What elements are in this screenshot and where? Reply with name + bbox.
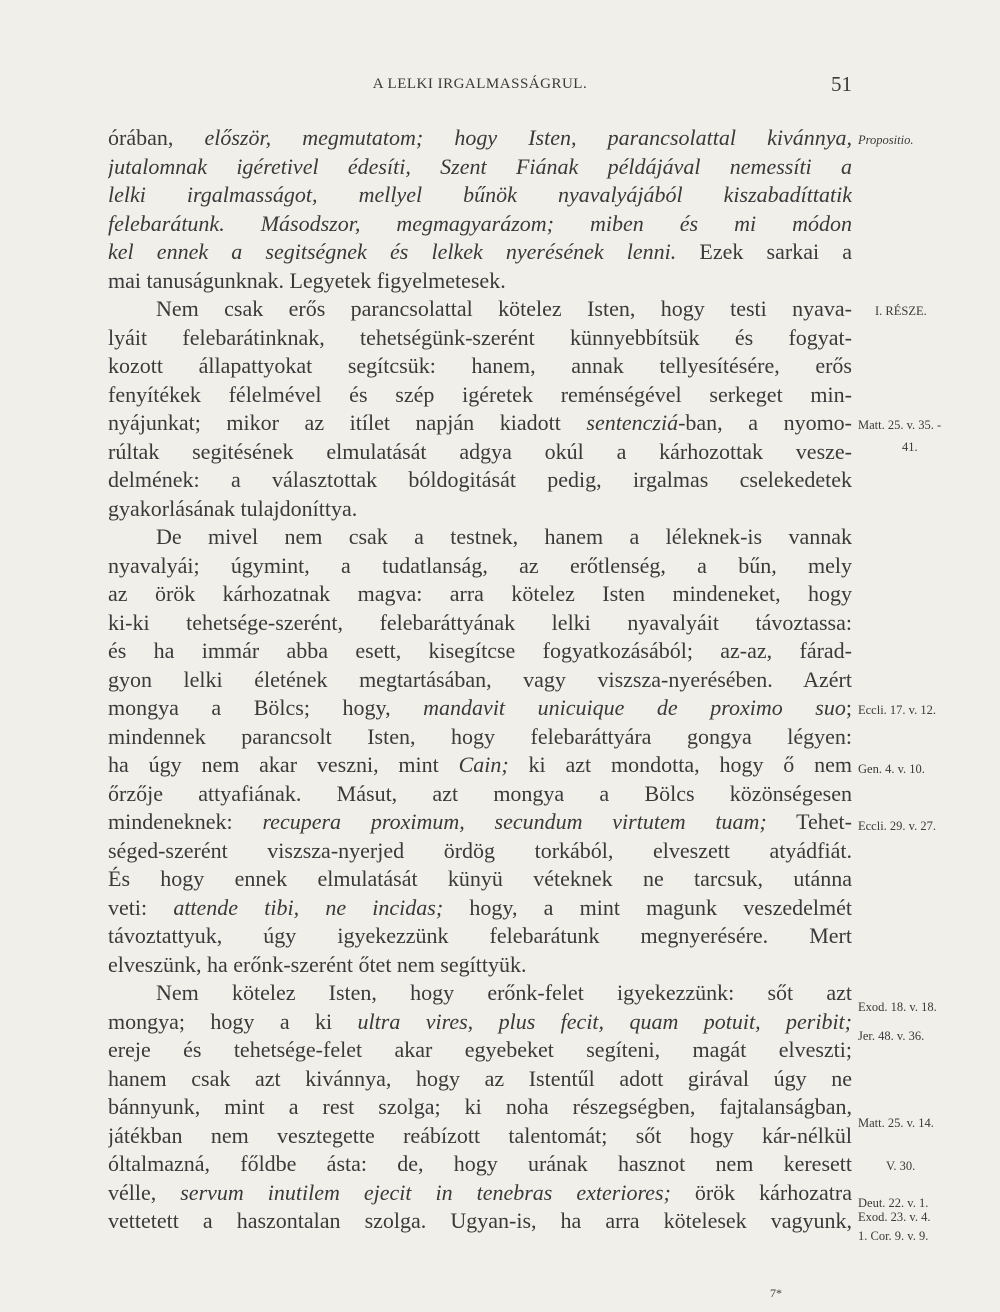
text-line: órában, először, megmutatom; hogy Isten, parancsolattal kivánnya, xyxy=(108,125,852,150)
margin-note: Jer. 48. v. 36. xyxy=(858,1029,925,1043)
margin-note: 1. Cor. 9. v. 9. xyxy=(858,1229,929,1243)
text-line: veti: attende tibi, ne incidas; hogy, a mint magunk veszedelmét xyxy=(108,894,852,920)
signature-mark: 7* xyxy=(770,1286,782,1300)
margin-note: Eccli. 17. v. 12. xyxy=(858,703,936,717)
text-line: játékban nem vesztegette reábízott talentomát; sőt hogy kár-nélkül xyxy=(108,1122,852,1148)
text-line: És hogy ennek elmulatását künyü véteknek ne tarcsuk, utánna xyxy=(108,866,852,891)
text-line: mai tanuságunknak. Legyetek figyelmetesek. xyxy=(108,267,506,293)
margin-note: Eccli. 29. v. 27. xyxy=(858,819,936,833)
text-line: ha úgy nem akar veszni, mint Cain; ki azt mondotta, hogy ő nem xyxy=(108,752,852,777)
running-title: A LELKI IRGALMASSÁGRUL. xyxy=(372,76,588,92)
text-line: vettetett a haszontalan szolga. Ugyan-is, ha arra kötelesek vagyunk, xyxy=(108,1208,852,1233)
margin-note: I. RÉSZE. xyxy=(875,304,927,318)
text-line: fenyítékek félelmével és szép igéretek reménségével serkeget min- xyxy=(108,381,852,407)
text-line: és ha immár abba esett, kisegítcse fogyatkozásából; az-az, fárad- xyxy=(108,638,852,663)
text-line: ereje és tehetsége-felet akar egyebeket segíteni, magát elveszti; xyxy=(108,1037,852,1062)
margin-note: Exod. 18. v. 18. xyxy=(858,1000,937,1014)
text-line: mindeneknek: recupera proximum, secundum virtutem tuam; Tehet- xyxy=(108,809,852,834)
text-line: nyavalyái; úgymint, a tudatlanság, az erőtlenség, a bűn, mely xyxy=(108,552,852,578)
text-line: gyakorlásának tulajdoníttya. xyxy=(108,495,358,521)
text-line: mindennek parancsolt Isten, hogy felebaráttyára gongya légyen: xyxy=(108,723,852,749)
text-line: vélle, servum inutilem ejecit in tenebras exteriores; örök kárhozatra xyxy=(108,1179,852,1205)
text-line: őrzője attyafiának. Másut, azt mongya a Bölcs közönségesen xyxy=(108,780,852,806)
margin-note: Propositio. xyxy=(858,133,914,147)
text-line: hanem csak azt kivánnya, hogy az Istentűl adott girával úgy ne xyxy=(108,1065,852,1091)
margin-note: Deut. 22. v. 1. xyxy=(858,1196,929,1210)
text-line: felebarátunk. Másodszor, megmagyarázom; miben és mi módon xyxy=(108,210,852,236)
text-line: séged-szerént viszsza-nyerjed ördög torkából, elveszett atyádfiát. xyxy=(108,837,852,863)
text-line: bánnyunk, mint a rest szolga; ki noha részegségben, fajtalanságban, xyxy=(108,1094,852,1119)
text-line: lyáit felebarátinknak, tehetségünk-szerént künnyebbítsük és fogyat- xyxy=(108,324,852,350)
text-line: lelki irgalmasságot, mellyel bűnök nyavalyájából kiszabadíttatik xyxy=(108,182,852,207)
text-line: nyájunkat; mikor az itílet napján kiadott sentencziá-ban, a nyomo- xyxy=(108,410,852,435)
text-line: mongya; hogy a ki ultra vires, plus fecit, quam potuit, peribit; xyxy=(108,1008,852,1034)
text-line: gyon lelki életének megtartásában, vagy viszsza-nyerésében. Azért xyxy=(108,666,852,692)
text-line: ki-ki tehetsége-szerént, felebaráttyának lelki nyavalyáit távoztassa: xyxy=(108,609,852,635)
text-line: delmének: a választottak bóldogitását pedig, irgalmas cselekedetek xyxy=(108,467,852,492)
text-line: elveszünk, ha erőnk-szerént őtet nem segíttyük. xyxy=(108,951,527,977)
text-line: az örök kárhozatnak magva: arra kötelez Isten mindeneket, hogy xyxy=(108,581,852,606)
body-text xyxy=(108,124,852,1236)
page-number: 51 xyxy=(831,72,852,96)
text-line: kel ennek a segitségnek és lelkek nyerésének lenni. Ezek sarkai a xyxy=(108,239,852,264)
margin-note: 41. xyxy=(902,440,918,454)
text-line: Nem kötelez Isten, hogy erőnk-felet igyekezzünk: sőt azt xyxy=(156,980,852,1005)
text-line: távoztattyuk, úgy igyekezzünk felebarátunk megnyerésére. Mert xyxy=(108,923,852,948)
margin-note: Exod. 23. v. 4. xyxy=(858,1210,931,1224)
margin-note: Matt. 25. v. 35. - xyxy=(858,418,942,432)
text-line: óltalmazná, főldbe ásta: de, hogy urának hasznot nem keresett xyxy=(108,1151,852,1176)
text-line: De mivel nem csak a testnek, hanem a léleknek-is vannak xyxy=(156,524,852,549)
margin-note: Gen. 4. v. 10. xyxy=(858,762,925,776)
margin-note: V. 30. xyxy=(886,1159,916,1173)
text-line: rúltak segitésének elmulatását adgya okúl a kárhozottak vesze- xyxy=(108,438,852,464)
text-line: Nem csak erős parancsolattal kötelez Isten, hogy testi nyava- xyxy=(156,296,852,321)
text-line: jutalomnak igéretivel édesíti, Szent Fiának példájával nemessíti a xyxy=(108,153,852,179)
running-header xyxy=(108,72,852,102)
text-line: kozott állapattyokat segítcsük: hanem, annak tellyesítésére, erős xyxy=(108,353,852,378)
text-line: mongya a Bölcs; hogy, mandavit unicuique de proximo suo; xyxy=(108,695,852,720)
margin-note: Matt. 25. v. 14. xyxy=(858,1116,934,1130)
